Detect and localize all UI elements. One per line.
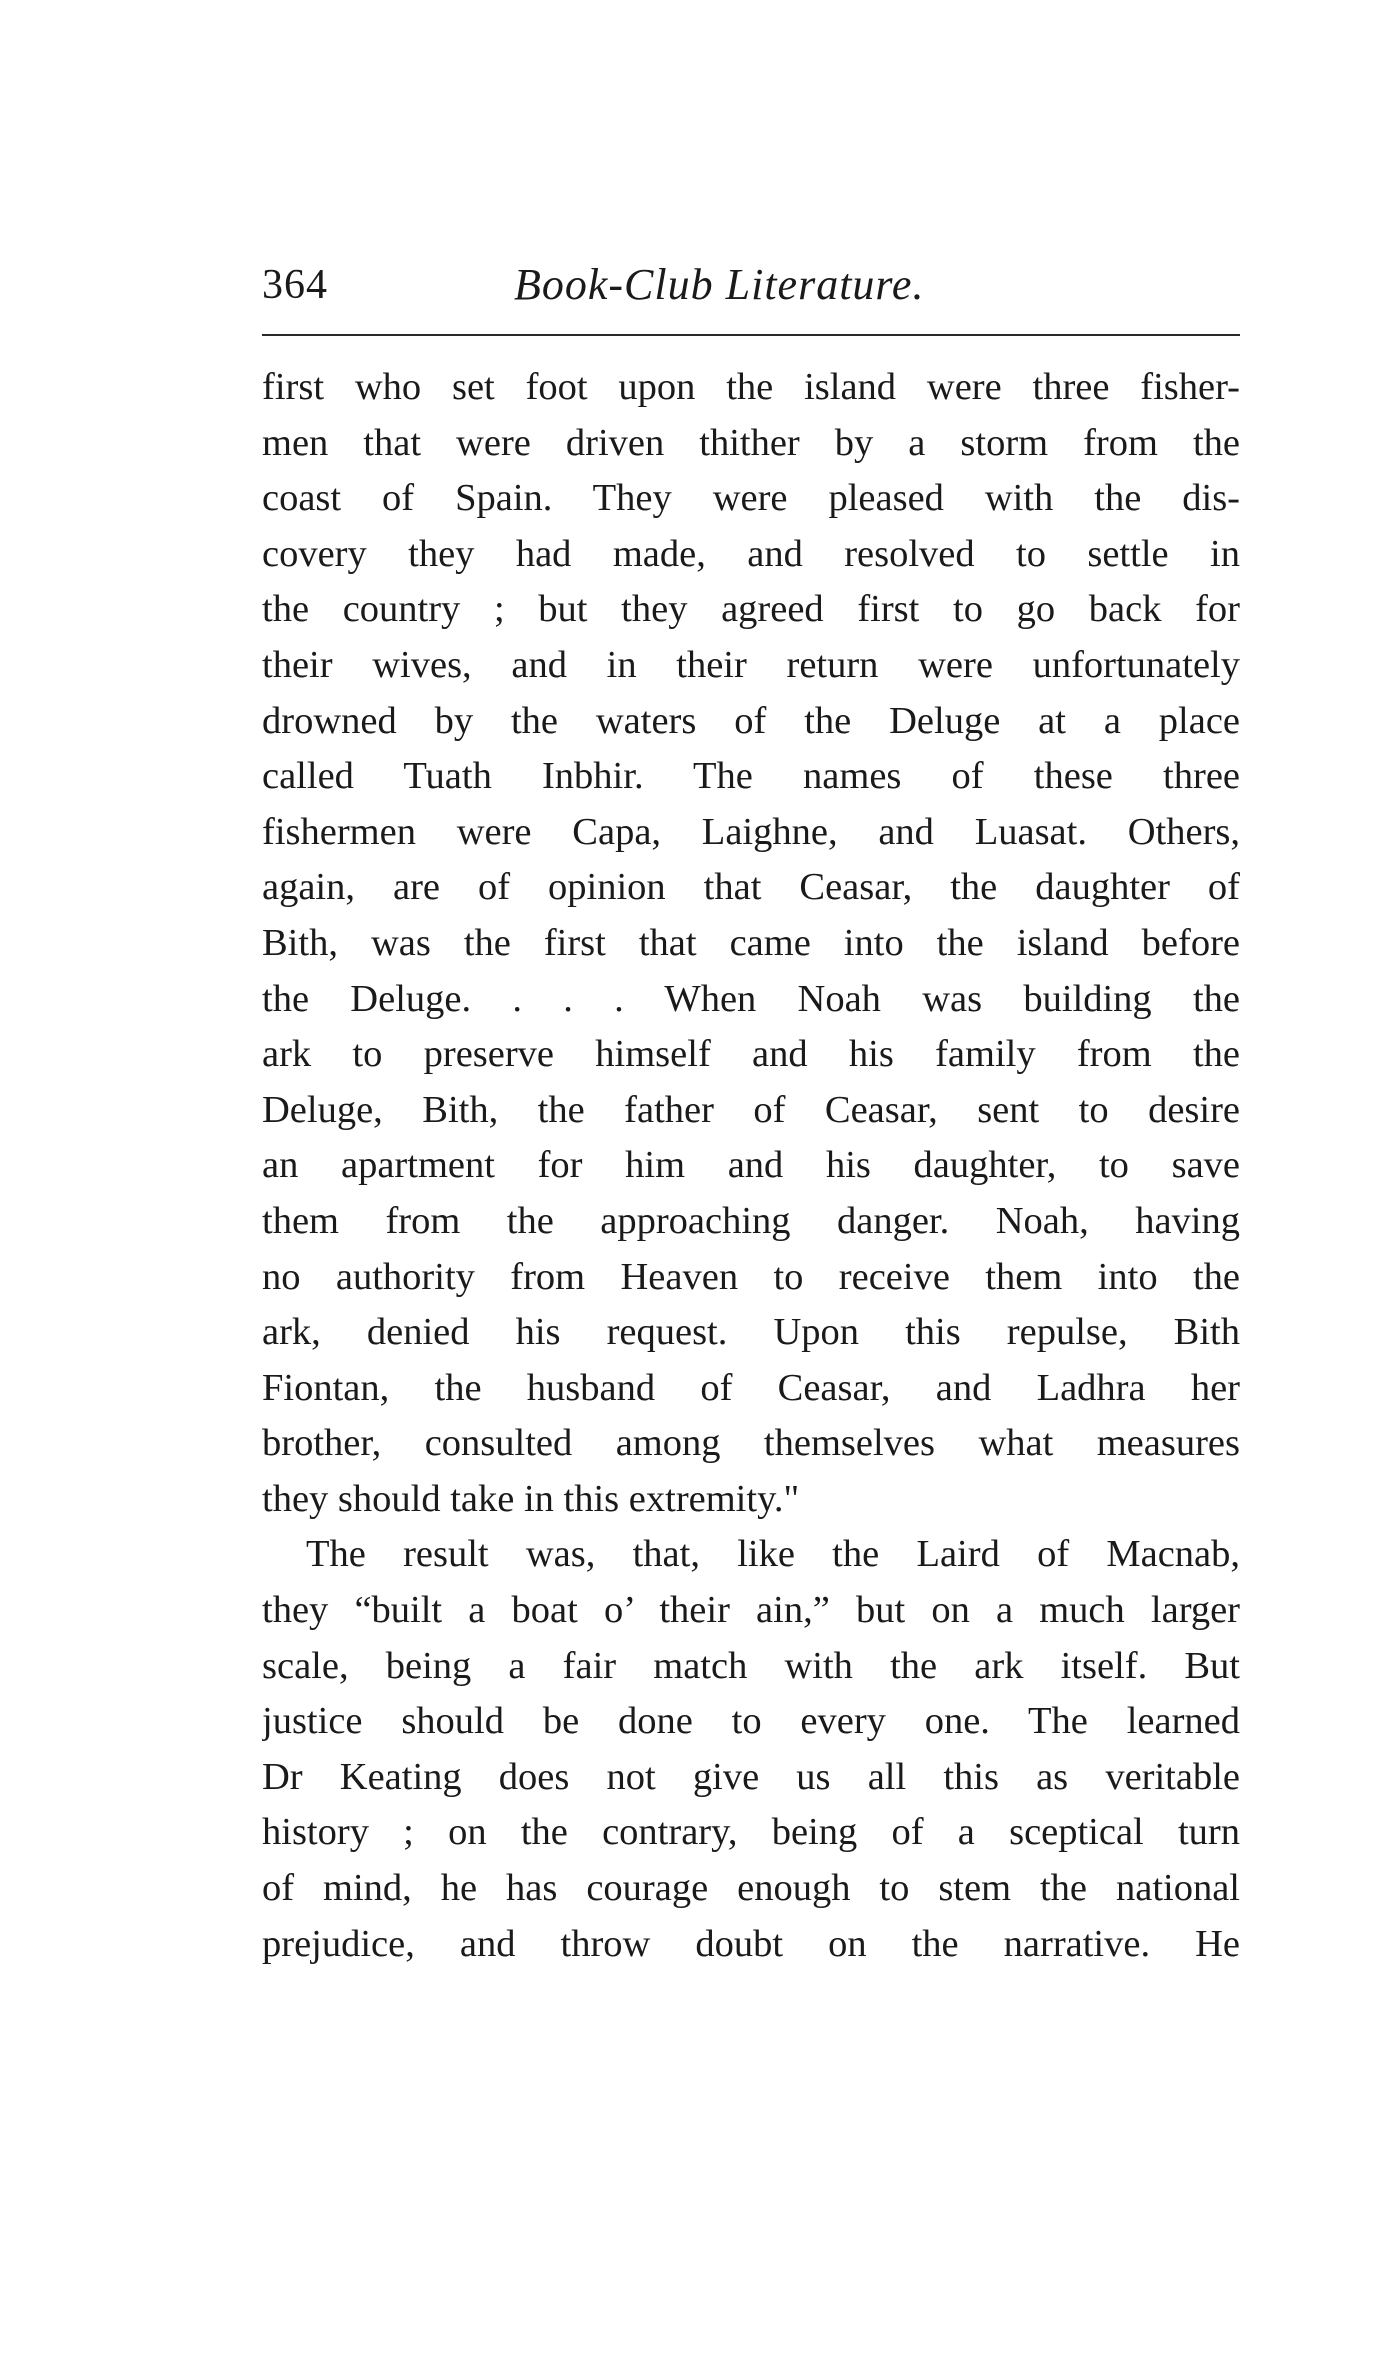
text-line: their wives, and in their return were unfortunately bbox=[262, 643, 1240, 686]
text-line: the Deluge. . . . When Noah was building the bbox=[262, 977, 1240, 1020]
body-text bbox=[262, 360, 1240, 1972]
text-line: scale, being a fair match with the ark itself. But bbox=[262, 1644, 1240, 1687]
text-line: ark, denied his request. Upon this repulse, Bith bbox=[262, 1311, 1240, 1354]
text-line: them from the approaching danger. Noah, having bbox=[262, 1199, 1240, 1242]
text-line: fishermen were Capa, Laighne, and Luasat. Others, bbox=[262, 810, 1240, 853]
text-line: history ; on the contrary, being of a sceptical turn bbox=[262, 1811, 1240, 1854]
text-line: men that were driven thither by a storm from the bbox=[262, 421, 1240, 464]
text-line: of mind, he has courage enough to stem the national bbox=[262, 1867, 1240, 1910]
text-line: no authority from Heaven to receive them into the bbox=[262, 1255, 1240, 1298]
text-line: ark to preserve himself and his family from the bbox=[262, 1033, 1240, 1076]
text-line: coast of Spain. They were pleased with the dis- bbox=[262, 477, 1240, 520]
text-line: prejudice, and throw doubt on the narrative. He bbox=[262, 1922, 1240, 1965]
text-line: Fiontan, the husband of Ceasar, and Ladhra her bbox=[262, 1366, 1240, 1409]
text-line: the country ; but they agreed first to go back for bbox=[262, 588, 1240, 631]
running-head bbox=[262, 255, 1240, 315]
text-line: The result was, that, like the Laird of Macnab, bbox=[306, 1533, 1240, 1576]
text-line: brother, consulted among themselves what measures bbox=[262, 1422, 1240, 1465]
page-number: 364 bbox=[262, 262, 328, 308]
running-title: Book-Club Literature. bbox=[514, 260, 925, 309]
header-rule bbox=[262, 334, 1240, 336]
text-line: they should take in this extremity." bbox=[262, 1477, 800, 1520]
text-line: first who set foot upon the island were three fisher- bbox=[262, 366, 1240, 408]
text-line: Deluge, Bith, the father of Ceasar, sent to desire bbox=[262, 1088, 1240, 1131]
text-line: Bith, was the first that came into the island before bbox=[262, 921, 1240, 964]
text-line: covery they had made, and resolved to settle in bbox=[262, 532, 1240, 575]
text-line: drowned by the waters of the Deluge at a place bbox=[262, 699, 1240, 742]
text-line: they “built a boat o’ their ain,” but on a much larger bbox=[262, 1589, 1240, 1632]
text-line: called Tuath Inbhir. The names of these three bbox=[262, 755, 1240, 798]
text-line: Dr Keating does not give us all this as veritable bbox=[262, 1755, 1240, 1798]
text-line: again, are of opinion that Ceasar, the daughter of bbox=[262, 866, 1240, 909]
text-line: justice should be done to every one. The learned bbox=[262, 1700, 1240, 1743]
text-line: an apartment for him and his daughter, to save bbox=[262, 1144, 1240, 1187]
